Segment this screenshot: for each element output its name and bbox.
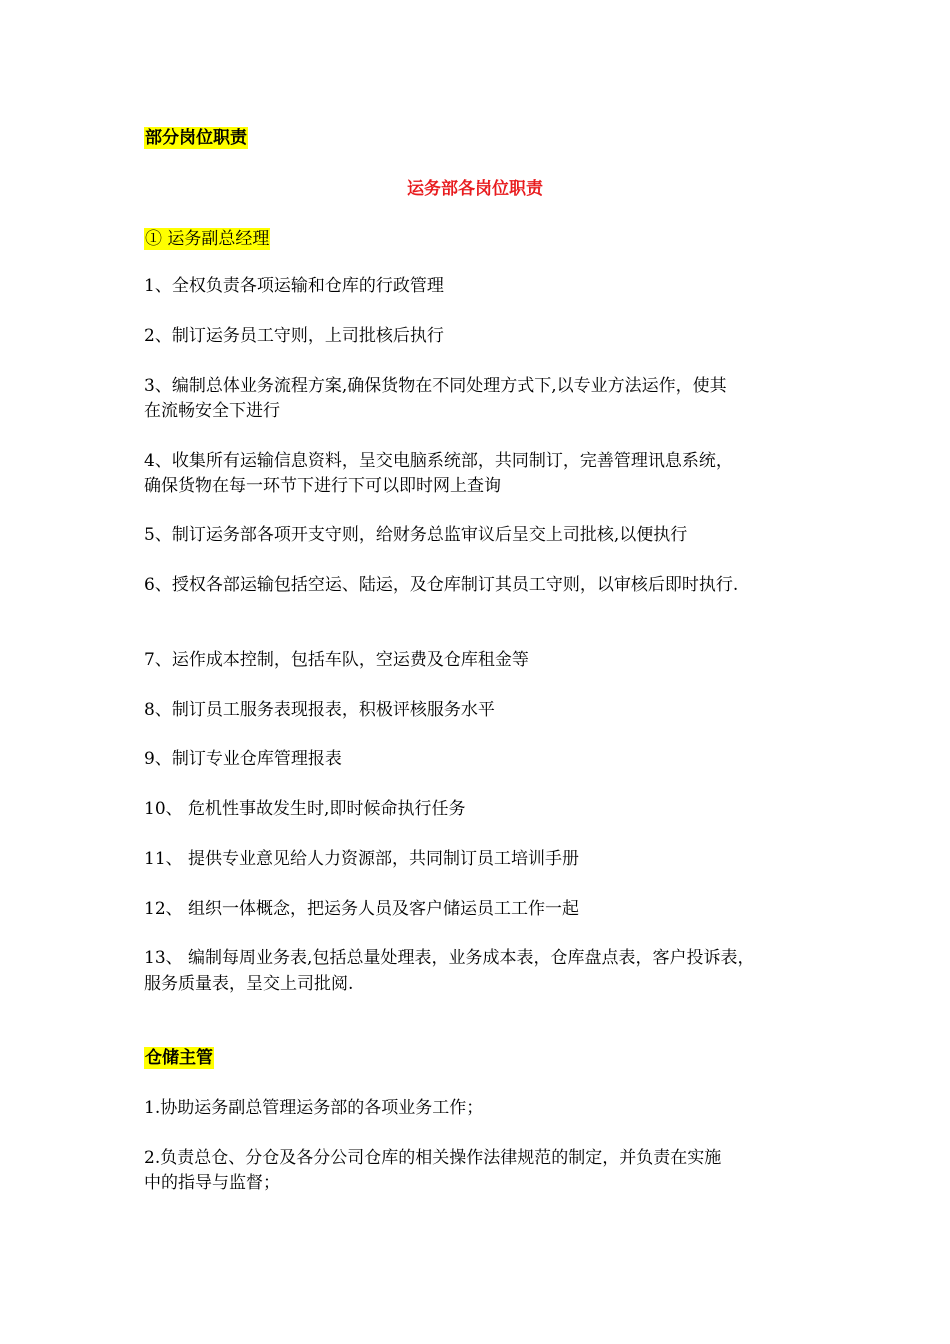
list-item: 3、编制总体业务流程方案,确保货物在不同处理方式下,以专业方法运作，使其 xyxy=(144,376,727,396)
list-item: 7、运作成本控制，包括车队，空运费及仓库租金等 xyxy=(144,650,529,670)
list-item: 8、制订员工服务表现报表，积极评核服务水平 xyxy=(144,700,495,720)
list-item-continued: 确保货物在每一环节下进行下可以即时网上查询 xyxy=(144,476,501,496)
role-heading-2 xyxy=(144,1046,814,1070)
list-item: 11、 提供专业意见给人力资源部，共同制订员工培训手册 xyxy=(144,849,580,869)
list-item: 12、 组织一体概念，把运务人员及客户储运员工工作一起 xyxy=(144,899,580,919)
list-item-continued: 服务质量表，呈交上司批阅. xyxy=(144,974,354,994)
list-item: 1、全权负责各项运输和仓库的行政管理 xyxy=(144,276,444,296)
section-heading xyxy=(144,126,814,150)
list-item-continued: 中的指导与监督； xyxy=(144,1173,280,1193)
list-item: 2.负责总仓、分仓及各分公司仓库的相关操作法律规范的制定，并负责在实施 xyxy=(144,1148,722,1168)
list-item: 2、制订运务员工守则，上司批核后执行 xyxy=(144,326,444,346)
list-item: 5、制订运务部各项开支守则，给财务总监审议后呈交上司批核,以便执行 xyxy=(144,525,688,545)
role-heading-1-text: ① 运务副总经理 xyxy=(145,229,270,249)
list-item: 9、制订专业仓库管理报表 xyxy=(144,749,342,769)
section-heading-text: 部分岗位职责 xyxy=(145,128,247,148)
list-item: 1.协助运务副总管理运务部的各项业务工作； xyxy=(144,1098,484,1118)
document-title: 运务部各岗位职责 xyxy=(407,179,543,199)
list-item: 10、 危机性事故发生时,即时候命执行任务 xyxy=(144,799,466,819)
list-item: 13、 编制每周业务表,包括总量处理表，业务成本表，仓库盘点表，客户投诉表， xyxy=(144,948,755,968)
list-item-continued: 在流畅安全下进行 xyxy=(144,401,280,421)
list-item: 4、收集所有运输信息资料，呈交电脑系统部，共同制订，完善管理讯息系统， xyxy=(144,451,733,471)
list-item: 6、授权各部运输包括空运、陆运，及仓库制订其员工守则，以审核后即时执行. xyxy=(144,575,739,595)
role-heading-1 xyxy=(144,227,814,251)
role-heading-2-text: 仓储主管 xyxy=(145,1048,213,1068)
